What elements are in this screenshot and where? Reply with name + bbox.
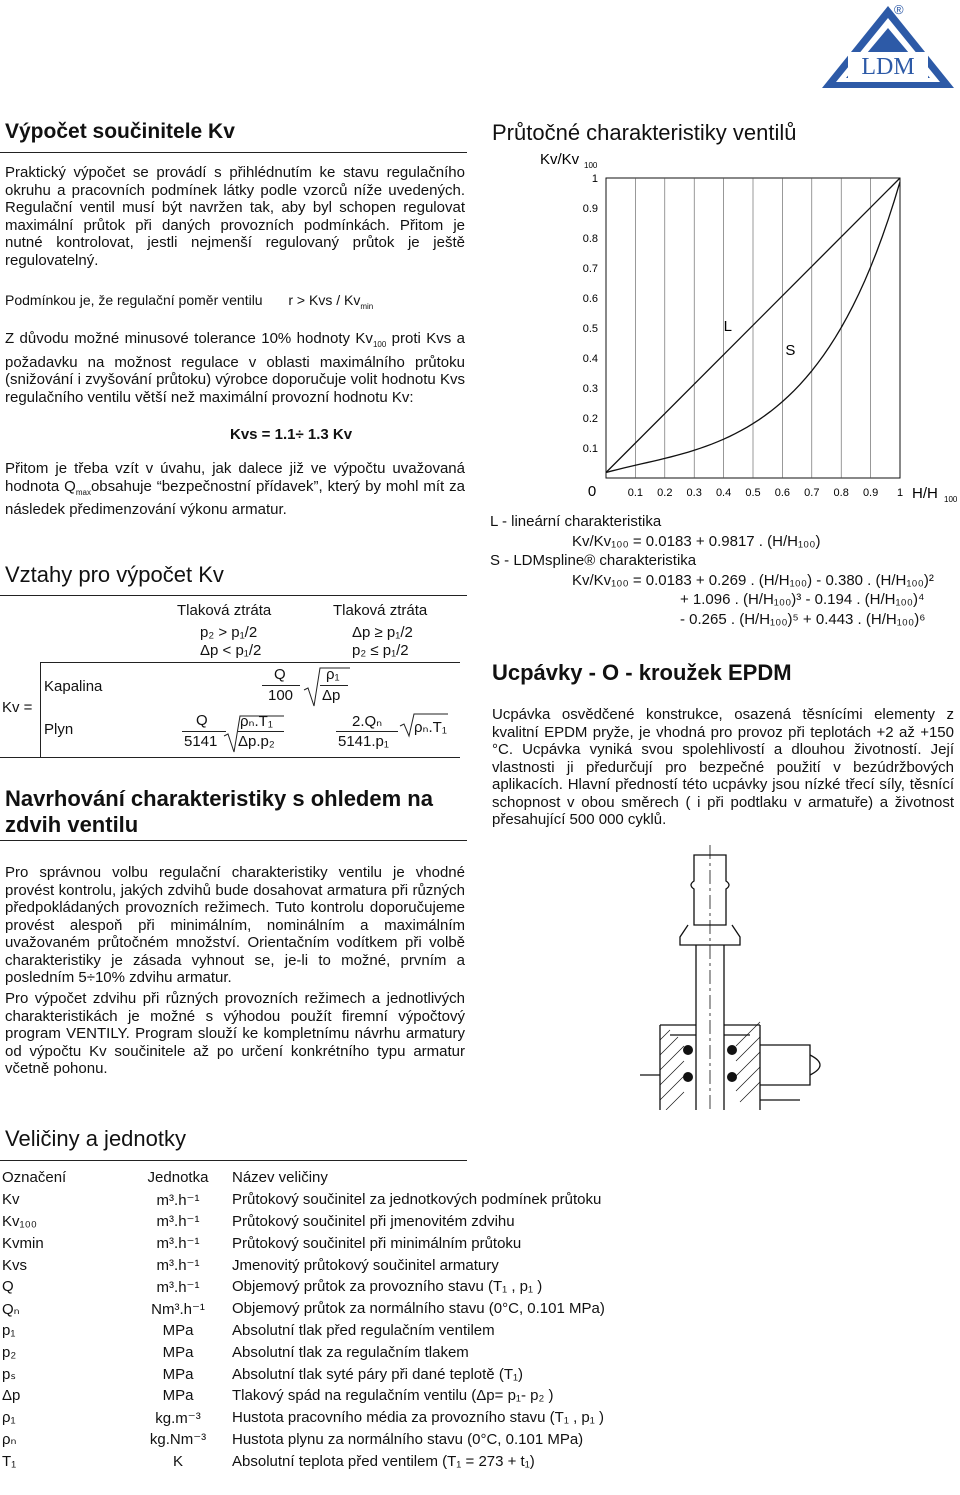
units-cell-unit: m³.h⁻¹ <box>156 1213 200 1231</box>
row-liquid-label: Kapalina <box>44 678 103 695</box>
relations-col2-c2: p₂ ≤ p₁/2 <box>352 642 409 659</box>
packing-text: Ucpávka osvědčené konstrukce, osazená těsnícími elementy z kvalitní EPDM pryže, je vhodná pro provoz při teplotách +2 až +150 °C. Ucpávka vyniká svou spolehlivostí a dlouhou životností. Její vlastnosti ji předurčují pro bezpečné použití v bezúdržbových aplikacích. Hlavní předností této ucpávky jsou nízké třecí síly, těsnící schopnost v obou směrech ( i při podtlaku v armatuře) a životnost přesahující 500 000 cyklů. <box>492 706 954 828</box>
gas1-fraction-bar <box>182 731 226 732</box>
kvs-formula: Kvs = 1.1÷ 1.3 Kv <box>230 426 353 443</box>
relations-col1-c1: p₂ > p₁/2 <box>200 624 258 641</box>
x-tick-label: 0.7 <box>804 487 820 499</box>
units-row <box>2 1320 702 1342</box>
units-cell-name: Průtokový součinitel při minimálním průtoku <box>232 1234 522 1252</box>
units-cell-name: Hustota plynu za normálního stavu (0°C, 0.101 MPa) <box>232 1430 584 1448</box>
units-title: Veličiny a jednotky <box>5 1126 186 1151</box>
condition-label: Podmínkou je, že regulační poměr ventilu <box>5 292 263 308</box>
units-cell-unit: m³.h⁻¹ <box>156 1191 200 1209</box>
liquid-den: 100 <box>268 687 294 704</box>
units-cell-unit: m³.h⁻¹ <box>156 1257 200 1275</box>
y-tick-label: 1 <box>591 173 598 185</box>
design-text-2: Pro výpočet zdvihu při různých provozních režimech a jednotlivých charakteristikách je možné s výhodou použít firemní výpočtový program VENTILY. Program slouží ke kompletnímu návrhu armatury od výpočtu Kv součinitele až po určení konkrétního typu armatur včetně pohonu. <box>5 990 465 1077</box>
liquid-num: Q <box>274 666 286 683</box>
units-cell-unit: m³.h⁻¹ <box>156 1235 200 1253</box>
units-row <box>2 1298 702 1320</box>
units-cell-unit: MPa <box>162 1387 194 1405</box>
y-tick-label: 0.1 <box>582 443 598 455</box>
section-title-kv: Výpočet součinitele Kv <box>5 120 235 143</box>
units-cell-unit: MPa <box>162 1343 194 1361</box>
legend-spline: S - LDMspline® charakteristika <box>490 552 697 569</box>
units-table <box>2 1167 702 1472</box>
x-tick-label: 0.8 <box>833 487 849 499</box>
units-cell-name: Absolutní teplota před ventilem (T₁ = 273 + t₁) <box>232 1452 535 1470</box>
condition-formula: r > Kvs / $Kv_{min}$ <box>288 292 374 311</box>
liquid-fraction-bar <box>262 685 300 686</box>
gas1-rad-num: ρₙ.T₁ <box>240 713 273 730</box>
gas1-den: 5141 <box>184 733 218 750</box>
liquid-dp: Δp <box>322 687 341 704</box>
x-tick-label: 0.2 <box>657 487 673 499</box>
x-tick-label: 1 <box>896 487 904 499</box>
safety-text: Přitom je třeba vzít v úvahu, jak dalece již ve výpočtu uvažovaná hodnota $Q_{max}obsahuje$ “bezpečnostní přídavek”, který by mohl mít za následek předimenzování výkonu armatur. <box>5 460 465 518</box>
relations-border-bottom <box>0 757 460 758</box>
design-underline <box>0 840 467 841</box>
units-cell-symbol: Δp <box>2 1387 21 1405</box>
units-cell-symbol: ρ₁ <box>2 1409 16 1427</box>
units-header-unit: Jednotka <box>147 1169 209 1187</box>
units-cell-symbol: Kv <box>2 1191 20 1209</box>
y-tick-label: 0.6 <box>582 293 598 305</box>
units-cell-name: Průtokový součinitel za jednotkových podmínek průtoku <box>232 1191 602 1209</box>
liquid-rad-bar <box>320 685 348 686</box>
units-header-name: Název veličiny <box>232 1169 328 1187</box>
y-tick-label: 0.3 <box>582 383 598 395</box>
legend-spline-formula-3: - 0.265 . (H/H₁₀₀)⁵ + 0.443 . (H/H₁₀₀)⁶ <box>680 610 926 628</box>
units-row <box>2 1429 702 1451</box>
x-axis-label: H/H <box>912 485 938 502</box>
design-text-1: Pro správnou volbu regulační charakteristiky ventilu je vhodné provést kontrolu, jakých zdvihů bude dosahovat armatura při různých předpokládaných provozních režimech. Tuto kontrolu doporučujeme provést alespoň při minimálním, nominálním a maximálním uvažovaném průtočném množství. Orientačním vodítkem při volbě charakteristiky je zásada vyhnout se, je-li to možné, prvním a posledním 5÷10% zdvihu armatur. <box>5 864 465 986</box>
legend-linear-formula: Kv/Kv₁₀₀ = 0.0183 + 0.9817 . (H/H₁₀₀) <box>572 532 821 550</box>
series-label-L: L <box>723 318 732 335</box>
units-cell-unit: kg.Nm⁻³ <box>149 1431 207 1449</box>
y-tick-label: 0.2 <box>582 413 598 425</box>
relations-col2-c1: Δp ≥ p₁/2 <box>352 624 413 641</box>
kv-equals-label: Kv = <box>2 699 33 716</box>
units-cell-name: Objemový průtok za provozního stavu (T₁ , p₁ ) <box>232 1278 543 1296</box>
relations-title: Vztahy pro výpočet Kv <box>5 562 224 587</box>
units-cell-name: Absolutní tlak před regulačním ventilem <box>232 1321 495 1339</box>
y-tick-label: 0.9 <box>582 203 598 215</box>
units-underline <box>0 1160 467 1161</box>
x-tick-label: 0.3 <box>686 487 702 499</box>
relations-border-top <box>40 662 460 663</box>
units-cell-unit: kg.m⁻³ <box>155 1409 201 1427</box>
legend-spline-formula-2: + 1.096 . (H/H₁₀₀)³ - 0.194 . (H/H₁₀₀)⁴ <box>680 591 925 608</box>
y-tick-label: 0.8 <box>582 233 598 245</box>
relations-col2-head: Tlaková ztráta <box>333 602 428 619</box>
x-tick-label: 0.4 <box>715 487 732 499</box>
chart-legend <box>490 512 958 629</box>
series-label-S: S <box>785 342 796 359</box>
registered-mark: ® <box>894 2 904 17</box>
units-row <box>2 1450 702 1472</box>
ldm-logo <box>818 2 958 92</box>
x-tick-label: 0.6 <box>774 487 791 499</box>
units-cell-symbol: Kvmin <box>2 1234 44 1252</box>
gas1-rad-bar <box>238 731 284 732</box>
gas2-den: 5141.p₁ <box>338 733 389 750</box>
liquid-rho: ρ₁ <box>326 666 340 683</box>
valve-packing-drawing <box>600 845 900 1110</box>
legend-spline-formula-1: Kv/Kv₁₀₀ = 0.0183 + 0.269 . (H/H₁₀₀) - 0.380 . (H/H₁₀₀)² <box>572 571 934 589</box>
units-cell-unit: MPa <box>162 1321 194 1339</box>
relations-col1-c2: Δp < p₁/2 <box>200 642 262 659</box>
gas1-rad-den: Δp.p₂ <box>238 733 275 750</box>
units-cell-name: Tlakový spád na regulačním ventilu (Δp= p₁- p₂ ) <box>232 1387 554 1405</box>
row-gas-label: Plyn <box>44 721 74 738</box>
units-cell-name: Absolutní tlak za regulačním tlakem <box>232 1343 469 1361</box>
flow-characteristics-chart <box>530 150 960 510</box>
units-cell-symbol: pₛ <box>2 1366 16 1384</box>
units-row <box>2 1254 702 1276</box>
x-tick-label: 0.1 <box>627 487 644 499</box>
units-header-row <box>2 1167 702 1189</box>
y-axis-label: Kv/Kv <box>540 151 580 168</box>
packing-title: Ucpávky - O - kroužek EPDM <box>492 660 792 685</box>
gas2-fraction-bar <box>336 731 398 732</box>
y-tick-label: 0.5 <box>582 323 598 335</box>
x-tick-label: 0 <box>587 483 597 500</box>
units-cell-symbol: p₂ <box>2 1343 17 1361</box>
units-cell-symbol: Q <box>2 1278 14 1296</box>
units-cell-unit: Nm³.h⁻¹ <box>151 1300 205 1318</box>
units-cell-name: Průtokový součinitel při jmenovitém zdvihu <box>232 1212 515 1230</box>
relations-underline <box>0 595 467 596</box>
tolerance-text: Z důvodu možné minusové tolerance 10% hodnoty $Kv_{100}$ proti Kvs a požadavku na možnost regulace v oblasti maximálního průtoku (snižování i zvyšování průtoku) výrobce doporučuje volit hodnotu Kvs regulačního ventilu větší než maximální provozní hodnotu Kv: <box>5 330 465 406</box>
intro-text: Praktický výpočet se provádí s přihlédnutím ke stavu regulačního okruhu a pracovních podmínek látky podle vzorců níže uvedených. Regulační ventil musí být navržen tak, aby byl schopen regulovat maximální průtok při daných provozních podmínkách. Přitom je nutné kontrolovat, jestli nejmenší regulovaný průtok je ještě regulovatelný. <box>5 164 465 269</box>
units-cell-name: Absolutní tlak syté páry při dané teplotě (T₁) <box>232 1365 524 1383</box>
x-axis-label-sub: 100 <box>944 495 958 504</box>
units-row <box>2 1211 702 1233</box>
units-cell-symbol: T₁ <box>2 1452 17 1470</box>
chart-section-title: Průtočné charakteristiky ventilů <box>492 120 797 145</box>
units-cell-name: Jmenovitý průtokový součinitel armatury <box>232 1256 499 1274</box>
svg-text:LDM: LDM <box>861 54 915 80</box>
relations-col1-head: Tlaková ztráta <box>177 602 272 619</box>
units-row <box>2 1385 702 1407</box>
units-cell-symbol: Kv₁₀₀ <box>2 1212 38 1230</box>
condition-line <box>5 292 465 311</box>
units-cell-symbol: Qₙ <box>2 1300 20 1318</box>
units-row <box>2 1232 702 1254</box>
gas2-num: 2.Qₙ <box>352 713 383 730</box>
units-cell-symbol: p₁ <box>2 1321 16 1339</box>
relations-border-left <box>40 662 41 757</box>
legend-linear: L - lineární charakteristika <box>490 513 662 530</box>
units-row <box>2 1407 702 1429</box>
units-cell-unit: K <box>172 1452 183 1470</box>
y-axis-label-sub: 100 <box>584 161 598 170</box>
units-row <box>2 1363 702 1385</box>
units-row <box>2 1341 702 1363</box>
y-tick-label: 0.4 <box>582 353 598 365</box>
title-underline <box>0 152 467 153</box>
gas2-rad: ρₙ.T₁ <box>414 719 447 736</box>
y-tick-label: 0.7 <box>582 263 598 275</box>
design-title: Navrhování charakteristiky s ohledem na zdvih ventilu <box>5 786 433 837</box>
units-cell-symbol: Kvs <box>2 1256 28 1274</box>
units-row <box>2 1276 702 1298</box>
relations-block <box>0 600 470 760</box>
units-cell-unit: MPa <box>162 1365 194 1383</box>
units-cell-symbol: ρₙ <box>2 1431 17 1449</box>
units-row <box>2 1189 702 1211</box>
units-cell-name: Objemový průtok za normálního stavu (0°C, 0.101 MPa) <box>232 1300 605 1318</box>
x-tick-label: 0.5 <box>745 487 761 499</box>
x-tick-label: 0.9 <box>862 487 879 499</box>
gas1-num: Q <box>196 712 208 729</box>
units-cell-name: Hustota pracovního média za provozního stavu (T₁ , p₁ ) <box>232 1409 604 1427</box>
units-header-symbol: Označení <box>2 1169 67 1187</box>
units-cell-unit: m³.h⁻¹ <box>156 1278 200 1296</box>
